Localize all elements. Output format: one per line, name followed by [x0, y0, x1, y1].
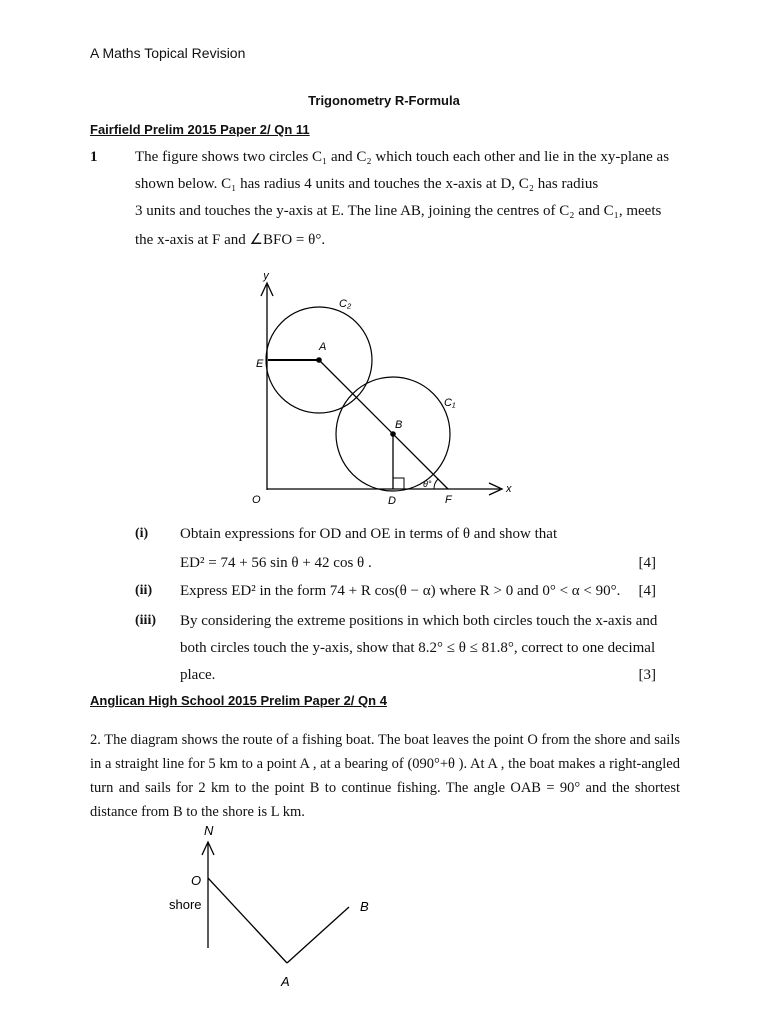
label-x: x	[506, 483, 512, 495]
label-o2: O	[191, 873, 202, 888]
label-c2: C₂	[339, 298, 352, 310]
point-b	[390, 431, 396, 437]
circles-figure	[230, 262, 530, 512]
question-line: 3 units and touches the y-axis at E. The line AB, joining the centres of C₂ and C₁, meets	[135, 203, 662, 219]
boat-route-figure	[150, 820, 410, 1000]
part-label-iii: (iii)	[135, 613, 156, 628]
part-label-i: (i)	[135, 526, 149, 541]
question-line: the x-axis at F and ∠BFO = θ°.	[135, 232, 326, 248]
part-iii-line: both circles touch the y-axis, show that 8.2° ≤ θ ≤ 81.8°, correct to one decimal	[180, 640, 656, 656]
part-i-line: Obtain expressions for OD and OE in terms of θ and show that	[180, 526, 558, 542]
question-line: shown below. C₁ has radius 4 units and touches the x-axis at D, C₂ has radius	[135, 176, 599, 192]
line-af	[319, 360, 448, 489]
point-a	[316, 357, 322, 363]
route-ab	[287, 907, 349, 963]
part-i-marks: [4]	[638, 555, 656, 571]
label-d: D	[388, 495, 396, 507]
label-y: y	[263, 270, 269, 282]
part-iii-line: By considering the extreme positions in which both circles touch the x-axis and	[180, 613, 658, 629]
label-f: F	[445, 494, 452, 506]
label-a2: A	[281, 974, 290, 989]
label-c1: C₁	[444, 397, 456, 409]
label-b: B	[395, 419, 403, 431]
part-ii-line: Express ED² in the form 74 + R cos(θ − α) where R > 0 and 0° < α < 90°.	[180, 583, 621, 599]
question-2-text: 2. The diagram shows the route of a fishing boat. The boat leaves the point O from the shore and sails in a straight line for 5 km to a point A , at a bearing of (090°+θ ). At A , the boat makes a right-angled turn and sails for 2 km to the point B to continue fishing. The angle OAB = 90° and the shortest distance from B to the shore is L km.	[90, 732, 680, 820]
right-angle-marker	[393, 478, 404, 489]
page-title: Trigonometry R-Formula	[308, 93, 460, 108]
section-heading-anglican: Anglican High School 2015 Prelim Paper 2/ Qn 4	[90, 693, 387, 708]
part-iii-line: place.	[180, 667, 216, 683]
route-oa	[208, 878, 287, 963]
label-a: A	[319, 341, 327, 353]
theta-arc	[434, 479, 438, 489]
label-o: O	[252, 494, 261, 506]
page-header: A Maths Topical Revision	[90, 45, 246, 61]
part-ii-marks: [4]	[638, 583, 656, 599]
label-n: N	[204, 823, 214, 838]
question-number: 1	[90, 149, 98, 165]
part-iii-marks: [3]	[638, 667, 656, 683]
label-e: E	[256, 358, 264, 370]
section-heading-fairfield: Fairfield Prelim 2015 Paper 2/ Qn 11	[90, 122, 310, 137]
part-i-line: ED² = 74 + 56 sin θ + 42 cos θ .	[180, 555, 372, 571]
label-shore: shore	[169, 897, 202, 912]
question-line: The figure shows two circles C₁ and C₂ which touch each other and lie in the xy-plane as	[135, 149, 670, 165]
label-b2: B	[360, 899, 369, 914]
part-label-ii: (ii)	[135, 583, 153, 598]
label-theta: θ°	[423, 479, 432, 489]
